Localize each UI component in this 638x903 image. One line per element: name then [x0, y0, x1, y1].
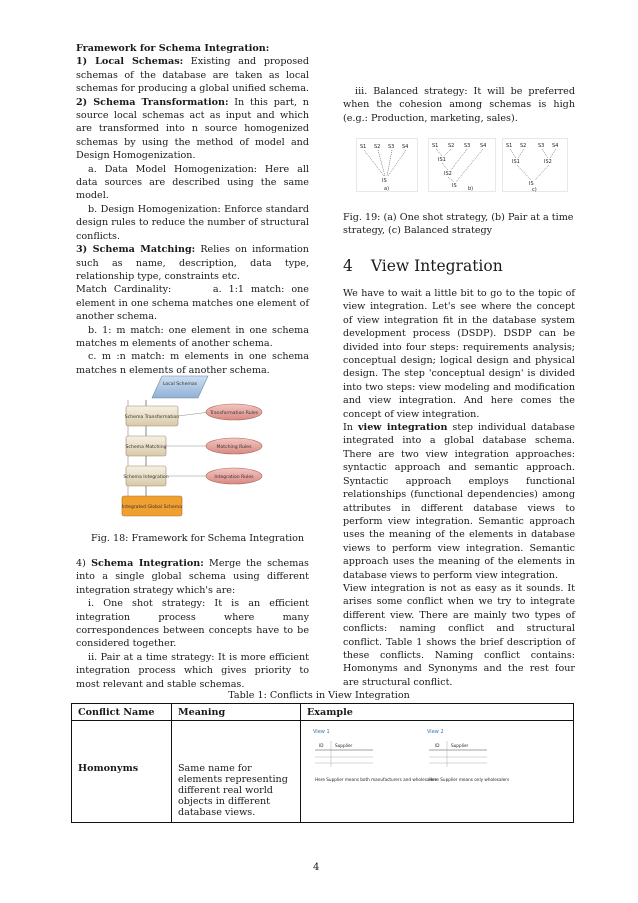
local-schemas-box	[152, 376, 208, 398]
integrated-global-schema-label: Integrated Global Schema	[121, 505, 183, 510]
header-meaning: Meaning	[171, 704, 300, 721]
left-column	[76, 42, 313, 377]
schema-integration-text: Merge the schemas into a single global schema using different integration strategy which's are:	[76, 558, 309, 596]
balanced-strategy: iii. Balanced strategy: It will be preferred when the cohesion among schemas is high (e.g.: Production, marketing, sales).	[343, 86, 575, 124]
schema-transformation-text: In this part, n source local schemas act as input and which are transformed into n source homogenized schemas by using the method of model and Design Homogenization.	[76, 96, 309, 162]
fig18-caption: Fig. 18: Framework for Schema Integration	[91, 533, 305, 544]
table-header-row	[72, 704, 574, 721]
framework-heading: Framework for Schema Integration:	[76, 43, 270, 54]
conflict-name-cell: Homonyms	[78, 763, 139, 774]
node-is: IS	[529, 181, 534, 187]
match-cardinality: Match Cardinality: a. 1:1 match: one element in one schema matches one element of another schema.	[76, 284, 313, 323]
balanced-diagram	[502, 138, 568, 192]
schema-matching-box	[125, 436, 166, 456]
meaning-cell: Same name for elements representing different real world objects in different database views.	[171, 721, 300, 823]
fig19-caption: Fig. 19: (a) One shot strategy, (b) Pair at a time strategy, (c) Balanced strategy	[343, 212, 574, 237]
schema-integration-label-flow: Schema Integration	[123, 475, 169, 480]
data-model-homogenization: a. Data Model Homogenization: Here all data sources are described using the same model.	[76, 163, 309, 202]
node-s4: S4	[552, 143, 559, 149]
schema-matching-label: 3) Schema Matching:	[76, 244, 196, 256]
schema-transformation-box	[125, 406, 179, 426]
node-s2: S2	[448, 143, 455, 149]
view1-note: Here Supplier means both manufacturers and wholesalers	[315, 777, 438, 782]
node-s4: S4	[480, 143, 487, 149]
design-homogenization: b. Design Homogenization: Enforce standard design rules to reduce the number of structural conflicts.	[76, 203, 309, 242]
node-s1: S1	[506, 143, 513, 149]
conflicts-table	[71, 703, 574, 823]
m-to-n-match: c. m :n match: m elements in one schema matches n elements of another schema.	[76, 351, 309, 376]
right-column-body	[343, 287, 575, 689]
table-caption: Table 1: Conflicts in View Integration	[228, 690, 410, 701]
view2-title: View 2	[427, 729, 444, 735]
matching-rules-ellipse	[206, 438, 262, 454]
schema-integration-label: Schema Integration:	[91, 558, 204, 569]
schema-transformation-label: Schema Transformation	[124, 415, 180, 420]
node-s2: S2	[374, 144, 381, 150]
view1-title: View 1	[313, 729, 330, 735]
fig18-flowchart	[98, 372, 298, 522]
node-s1: S1	[360, 144, 367, 150]
table-row	[72, 721, 574, 823]
schema-matching-label-flow: Schema Matching	[125, 445, 167, 450]
node-s1: S1	[432, 143, 439, 149]
section-heading	[343, 257, 503, 275]
integration-number: 4)	[76, 558, 92, 569]
view-integration-approaches: step individual database integrated into a global database schema. There are two view integration approaches: syntactic approach and semantic approach. Syntactic approach employs functional relationships (functional dependencies) among attributes in different database views to perform view integration. Semantic approach uses the meaning of the elements in database views to perform view integration. Semantic approach uses the meaning of the elements in database views to perform view integration.	[343, 422, 575, 581]
view2-col-supplier: Supplier	[451, 743, 469, 748]
diagram-a-label: a)	[384, 186, 390, 192]
local-schemas-text: Existing and proposed schemas of the database are taken as local schemas for producing a global unified schema.	[76, 56, 309, 95]
view-integration-intro: We have to wait a little bit to go to the topic of view integration. Let's see where the concept of view integration fit in the database system development process (DSDP). DSDP can be divided into four steps: requirements analysis; conceptual design; logical design and physical design. The step 'conceptual design' is divided into two steps: view modeling and modification and view integration. And here comes the concept of view integration.	[343, 288, 575, 420]
pair-at-a-time-strategy: ii. Pair at a time strategy: It is more efficient integration process which gives priority to most relevant and stable schemas.	[76, 651, 309, 690]
view2-col-id: ID	[435, 743, 440, 748]
node-is1: IS1	[512, 159, 520, 165]
right-column-top	[343, 85, 575, 125]
example-cell	[301, 721, 574, 823]
view1-example	[313, 729, 440, 782]
node-s4: S4	[402, 144, 409, 150]
schema-matching-text: Relies on information such as name, description, data type, relationship type, constraints etc.	[76, 244, 309, 282]
header-conflict-name: Conflict Name	[72, 704, 172, 721]
local-schemas-label: Local Schemas	[162, 382, 198, 387]
view2-note: Here Supplier means only wholesalers	[429, 777, 510, 782]
node-is2: IS2	[544, 159, 552, 165]
node-s3: S3	[464, 143, 471, 149]
diagram-b-label: b)	[468, 186, 474, 192]
integration-rules-ellipse	[206, 468, 262, 484]
view-integration-conflicts: View integration is not as easy as it sounds. It arises some conflict when we try to integrate different view. There are mainly two types of conflicts: naming conflict and structural conflict. Table 1 shows the brief description of these conflicts. Naming conflict contains: Homonyms and Synonyms and the rest four are structural conflict.	[343, 582, 575, 688]
node-s3: S3	[538, 143, 545, 149]
node-s2: S2	[520, 143, 527, 149]
section-title: View Integration	[370, 257, 503, 275]
left-column-lower	[76, 557, 309, 691]
node-s3: S3	[388, 144, 395, 150]
node-is: IS	[452, 183, 457, 189]
node-is1: IS1	[438, 157, 446, 163]
s2-prefix: In	[343, 422, 358, 434]
page-number: 4	[313, 862, 320, 873]
schema-integration-box	[123, 466, 168, 486]
one-shot-diagram	[356, 138, 418, 192]
matching-rules-label: Matching Rules	[216, 445, 252, 450]
section-number: 4	[343, 257, 353, 275]
view1-col-supplier: Supplier	[335, 743, 353, 748]
node-is: IS	[382, 178, 387, 184]
node-is2: IS2	[444, 171, 452, 177]
transformation-rules-label: Transformation Rules	[209, 411, 259, 416]
integrated-global-schema-box	[122, 496, 182, 516]
view-integration-bold: view integration	[357, 422, 448, 434]
view1-col-id: ID	[319, 743, 324, 748]
integration-rules-label: Integration Rules	[214, 475, 254, 480]
header-example: Example	[301, 704, 574, 721]
schema-transformation-label: 2) Schema Transformation:	[76, 96, 229, 108]
transformation-rules-ellipse	[206, 404, 262, 420]
view2-example	[427, 729, 509, 782]
pair-at-a-time-diagram	[428, 138, 496, 192]
one-to-m-match: b. 1: m match: one element in one schema matches m elements of another schema.	[76, 324, 309, 349]
local-schemas-label: 1) Local Schemas:	[76, 56, 184, 68]
one-shot-strategy: i. One shot strategy: It is an efficient integration process where many correspondences between concepts have to be considered together.	[76, 598, 309, 650]
diagram-c-label: c)	[532, 187, 537, 192]
